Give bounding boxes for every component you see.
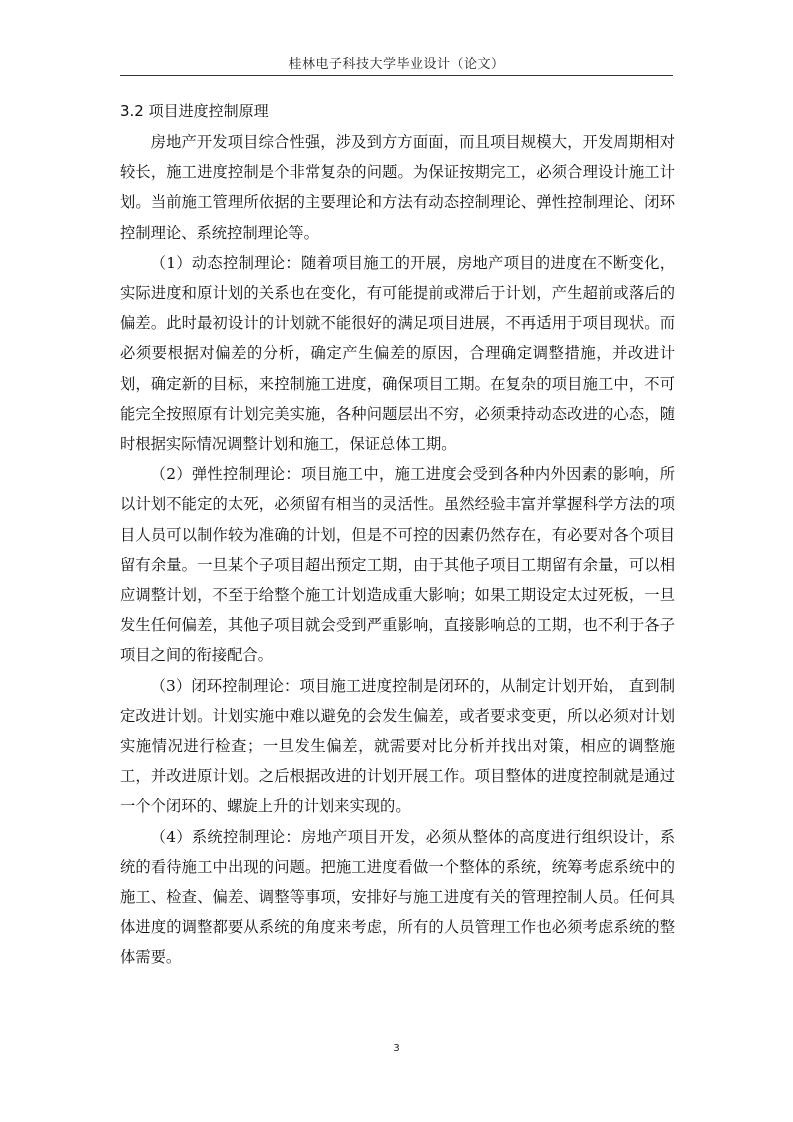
page-number: 3	[393, 1043, 400, 1054]
running-header: 桂林电子科技大学毕业设计（论文）	[288, 57, 505, 72]
page-body	[120, 96, 675, 973]
paragraph-elastic-control: （2）弹性控制理论：项目施工中，施工进度会受到各种内外因素的影响，所以计划不能定的太死，必须留有相当的灵活性。虽然经验丰富并掌握科学方法的项目人员可以制作较为准确的计划，但是不可控的因素仍然存在，有必要对各个项目留有余量。一旦某个子项目超出预定工期，由于其他子项目工期留有余量，可以相应调整计划，不至于给整个施工计划造成重大影响；如果工期设定太过死板，一旦发生任何偏差，其他子项目就会受到严重影响，直接影响总的工期，也不利于各子项目之间的衔接配合。	[120, 465, 675, 665]
paragraph-closed-loop-control: （3）闭环控制理论：项目施工进度控制是闭环的，从制定计划开始， 直到制定改进计划。计划实施中难以避免的会发生偏差，或者要求变更，所以必须对计划实施情况进行检查；一旦发生偏差，就需要对比分析并找出对策，相应的调整施工，并改进原计划。之后根据改进的计划开展工作。项目整体的进度控制就是通过一个个闭环的、螺旋上升的计划来实现的。	[120, 676, 675, 816]
paragraph-system-control: （4）系统控制理论：房地产项目开发，必须从整体的高度进行组织设计，系统的看待施工中出现的问题。把施工进度看做一个整体的系统，统筹考虑系统中的施工、检查、偏差、调整等事项，安排好与施工进度有关的管理控制人员。任何具体进度的调整都要从系统的角度来考虑，所有的人员管理工作也必须考虑系统的整体需要。	[120, 827, 675, 967]
section-heading: 3.2 项目进度控制原理	[120, 102, 269, 120]
paragraph-intro: 房地产开发项目综合性强，涉及到方方面面，而且项目规模大，开发周期相对较长，施工进度控制是个非常复杂的问题。为保证按期完工，必须合理设计施工计划。当前施工管理所依据的主要理论和方法有动态控制理论、弹性控制理论、闭环控制理论、系统控制理论等。	[120, 133, 675, 242]
paragraph-dynamic-control: （1）动态控制理论：随着项目施工的开展，房地产项目的进度在不断变化，实际进度和原计划的关系也在变化，有可能提前或滞后于计划，产生超前或落后的偏差。此时最初设计的计划就不能很好的满足项目进展，不再适用于项目现状。而必须要根据对偏差的分析，确定产生偏差的原因，合理确定调整措施，并改进计划，确定新的目标，来控制施工进度，确保项目工期。在复杂的项目施工中，不可能完全按照原有计划完美实施，各种问题层出不穷，必须秉持动态改进的心态，随时根据实际情况调整计划和施工，保证总体工期。	[120, 253, 675, 454]
header-divider	[120, 75, 673, 76]
